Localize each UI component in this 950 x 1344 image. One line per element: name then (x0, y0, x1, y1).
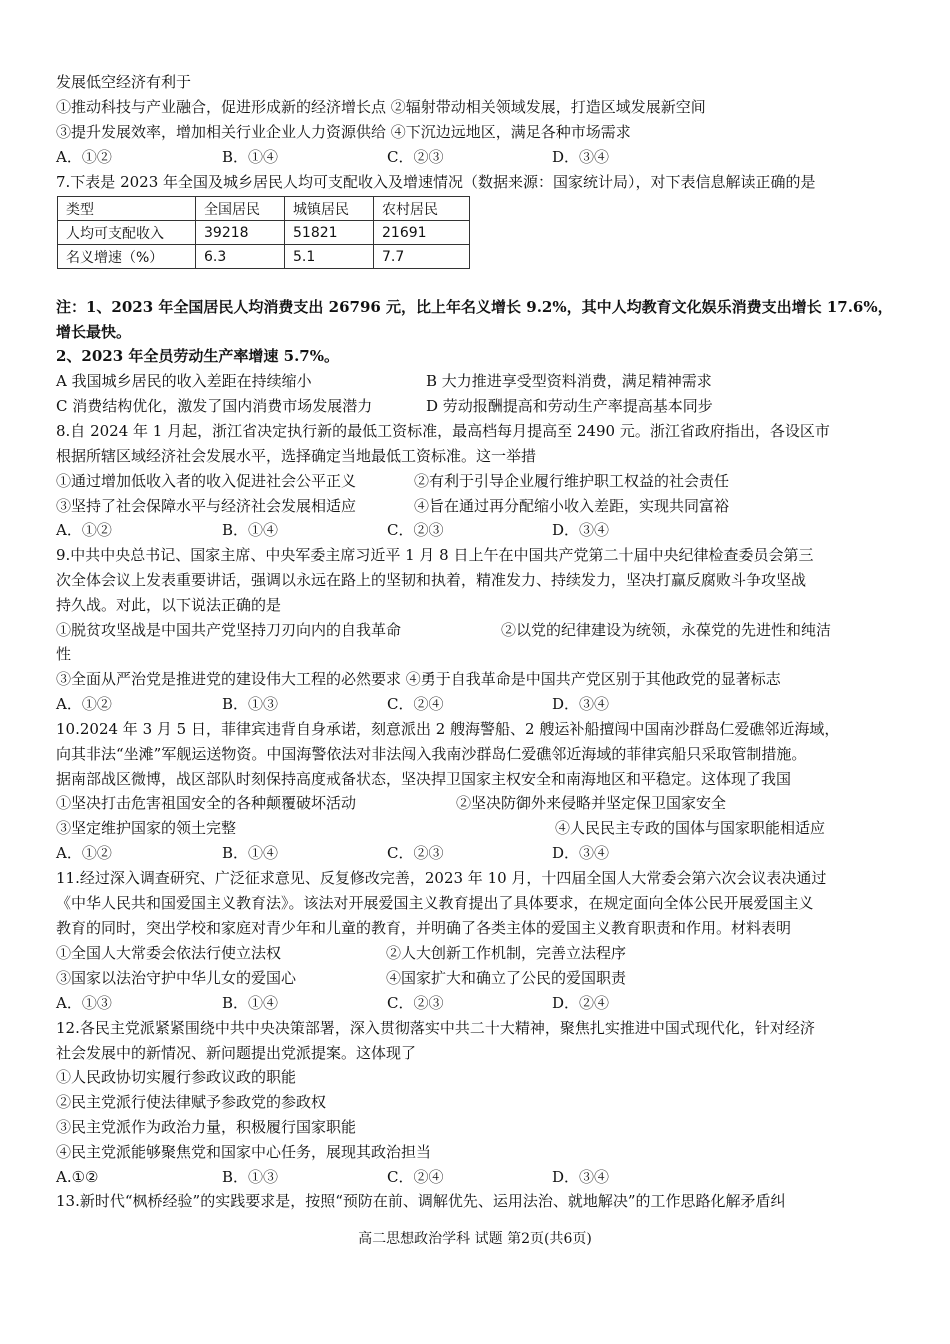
option-b[interactable]: B．①③ (222, 1168, 279, 1186)
q9-stem-2: 次全体会议上发表重要讲话，强调以永远在路上的坚韧和执着，精准发力、持续发力，坚决打赢反腐败斗争攻坚战 (56, 571, 807, 589)
q10-stem-2: 向其非法“坐滩”军舰运送物资。中国海警依法对非法闯入我南沙群岛仁爱礁邻近海域的菲律宾船只采取管制措施。 (56, 745, 807, 763)
option-c[interactable]: C．②③ (387, 521, 444, 539)
statement: ④人民民主专政的国体与国家职能相适应 (555, 819, 826, 837)
table-row (58, 245, 470, 269)
option-b[interactable]: B．①④ (222, 521, 279, 539)
q9-statements-2: ③全面从严治党是推进党的建设伟大工程的必然要求 ④勇于自我革命是中国共产党区别于其他政党的显著标志 (56, 670, 781, 688)
option-c[interactable]: C 消费结构优化，激发了国内消费市场发展潜力 (56, 397, 373, 415)
statement: ②有利于引导企业履行维护职工权益的社会责任 (414, 472, 730, 490)
table-cell: 5.1 (285, 245, 374, 269)
q10-stem-1: 10.2024 年 3 月 5 日，菲律宾违背自身承诺，刻意派出 2 艘海警船、2 艘运补船擅闯中国南沙群岛仁爱礁邻近海域， (56, 720, 840, 738)
option-d[interactable]: D．③④ (552, 844, 610, 862)
option-b[interactable]: B 大力推进享受型资料消费，满足精神需求 (426, 372, 712, 390)
option-c[interactable]: C．②③ (387, 994, 444, 1012)
option-a[interactable]: A．①② (56, 148, 112, 166)
income-table (57, 196, 470, 269)
option-d[interactable]: D．③④ (552, 148, 610, 166)
table-header-row (58, 197, 470, 221)
q6-statements-1: ①推动科技与产业融合，促进形成新的经济增长点 ②辐射带动相关领域发展，打造区域发展新空间 (56, 98, 706, 116)
q12-statement-3: ③民主党派作为政治力量，积极履行国家职能 (56, 1118, 357, 1136)
option-b[interactable]: B．①④ (222, 994, 279, 1012)
table-cell: 7.7 (374, 245, 470, 269)
option-d[interactable]: D．③④ (552, 521, 610, 539)
option-a[interactable]: A．①③ (56, 994, 112, 1012)
option-b[interactable]: B．①③ (222, 695, 279, 713)
q9-stem-1: 9.中共中央总书记、国家主席、中央军委主席习近平 1 月 8 日上午在中国共产党第二十届中央纪律检查委员会第三 (56, 546, 814, 564)
statement: ④国家扩大和确立了公民的爱国职责 (386, 969, 627, 987)
q12-statement-4: ④民主党派能够聚焦党和国家中心任务，展现其政治担当 (56, 1143, 432, 1161)
q12-statement-1: ①人民政协切实履行参政议政的职能 (56, 1068, 297, 1086)
option-b[interactable]: B．①④ (222, 844, 279, 862)
q9-stem-3: 持久战。对此，以下说法正确的是 (56, 596, 282, 614)
option-b[interactable]: B．①④ (222, 148, 279, 166)
option-c[interactable]: C．②③ (387, 148, 444, 166)
q8-stem-1: 8.自 2024 年 1 月起，浙江省决定执行新的最低工资标准，最高档每月提高至 2490 元。浙江省政府指出，各设区市 (56, 422, 830, 440)
option-d[interactable]: D 劳动报酬提高和劳动生产率提高基本同步 (426, 397, 713, 415)
q10-stem-3: 据南部战区微博，战区部队时刻保持高度戒备状态，坚决捍卫国家主权安全和南海地区和平稳定。这体现了我国 (56, 770, 792, 788)
statement: ③国家以法治守护中华儿女的爱国心 (56, 969, 297, 987)
option-c[interactable]: C．②③ (387, 844, 444, 862)
statement: ③坚定维护国家的领土完整 (56, 819, 237, 837)
q13-stem-1: 13.新时代“枫桥经验”的实践要求是，按照“预防在前、调解优先、运用法治、就地解决”的工作思路化解矛盾纠 (56, 1192, 786, 1210)
q8-stem-2: 根据所辖区域经济社会发展水平，选择确定当地最低工资标准。这一举措 (56, 447, 537, 465)
q7-note-1: 注：1、2023 年全国居民人均消费支出 26796 元，比上年名义增长 9.2%，其中人均教育文化娱乐消费支出增长 17.6%， (56, 298, 893, 316)
option-a[interactable]: A 我国城乡居民的收入差距在持续缩小 (56, 372, 312, 390)
table-row (58, 221, 470, 245)
table-header: 全国居民 (196, 197, 285, 221)
q6-statements-2: ③提升发展效率，增加相关行业企业人力资源供给 ④下沉边远地区，满足各种市场需求 (56, 123, 631, 141)
table-cell: 名义增速（%） (58, 245, 196, 269)
statement: ③坚持了社会保障水平与经济社会发展相适应 (56, 497, 357, 515)
option-a[interactable]: A．①② (56, 521, 112, 539)
option-c[interactable]: C．②④ (387, 1168, 444, 1186)
statement: ②以党的纪律建设为统领，永葆党的先进性和纯洁 (501, 621, 832, 639)
table-cell: 人均可支配收入 (58, 221, 196, 245)
q11-stem-1: 11.经过深入调查研究、广泛征求意见、反复修改完善，2023 年 10 月，十四届全国人大常委会第六次会议表决通过 (56, 869, 827, 887)
statement: ④旨在通过再分配缩小收入差距，实现共同富裕 (414, 497, 730, 515)
option-a[interactable]: A．①② (56, 844, 112, 862)
q12-stem-2: 社会发展中的新情况、新问题提出党派提案。这体现了 (56, 1044, 417, 1062)
q11-stem-3: 教育的同时，突出学校和家庭对青少年和儿童的教育，并明确了各类主体的爱国主义教育职责和作用。材料表明 (56, 919, 792, 937)
option-d[interactable]: D．②④ (552, 994, 610, 1012)
option-d[interactable]: D．③④ (552, 1168, 610, 1186)
q12-stem-1: 12.各民主党派紧紧围绕中共中央决策部署，深入贯彻落实中共二十大精神，聚焦扎实推进中国式现代化，针对经济 (56, 1019, 815, 1037)
page-footer: 高二思想政治学科 试题 第2页(共6页) (358, 1231, 592, 1247)
option-a[interactable]: A.①② (56, 1168, 99, 1186)
option-d[interactable]: D．③④ (552, 695, 610, 713)
statement: ②坚决防御外来侵略并坚定保卫国家安全 (456, 794, 727, 812)
q7-stem: 7.下表是 2023 年全国及城乡居民人均可支配收入及增速情况（数据来源：国家统计局），对下表信息解读正确的是 (56, 173, 816, 191)
table-header: 农村居民 (374, 197, 470, 221)
option-c[interactable]: C．②④ (387, 695, 444, 713)
q9-statement-wrap: 性 (56, 645, 72, 663)
table-cell: 21691 (374, 221, 470, 245)
q12-statement-2: ②民主党派行使法律赋予参政党的参政权 (56, 1093, 327, 1111)
statement: ①通过增加低收入者的收入促进社会公平正义 (56, 472, 357, 490)
q11-stem-2: 《中华人民共和国爱国主义教育法》。该法对开展爱国主义教育提出了具体要求，在规定面向全体公民开展爱国主义 (56, 894, 814, 912)
table-header: 城镇居民 (285, 197, 374, 221)
table-header: 类型 (58, 197, 196, 221)
statement: ①全国人大常委会依法行使立法权 (56, 944, 282, 962)
table-cell: 39218 (196, 221, 285, 245)
q7-note-2: 2、2023 年全员劳动生产率增速 5.7%。 (56, 347, 339, 365)
statement: ②人大创新工作机制，完善立法程序 (386, 944, 627, 962)
statement: ①脱贫攻坚战是中国共产党坚持刀刃向内的自我革命 (56, 621, 402, 639)
table-cell: 6.3 (196, 245, 285, 269)
q7-note-1-cont: 增长最快。 (56, 323, 132, 341)
statement: ①坚决打击危害祖国安全的各种颠覆破坏活动 (56, 794, 357, 812)
q6-stem-tail: 发展低空经济有利于 (56, 73, 192, 91)
table-cell: 51821 (285, 221, 374, 245)
option-a[interactable]: A．①② (56, 695, 112, 713)
